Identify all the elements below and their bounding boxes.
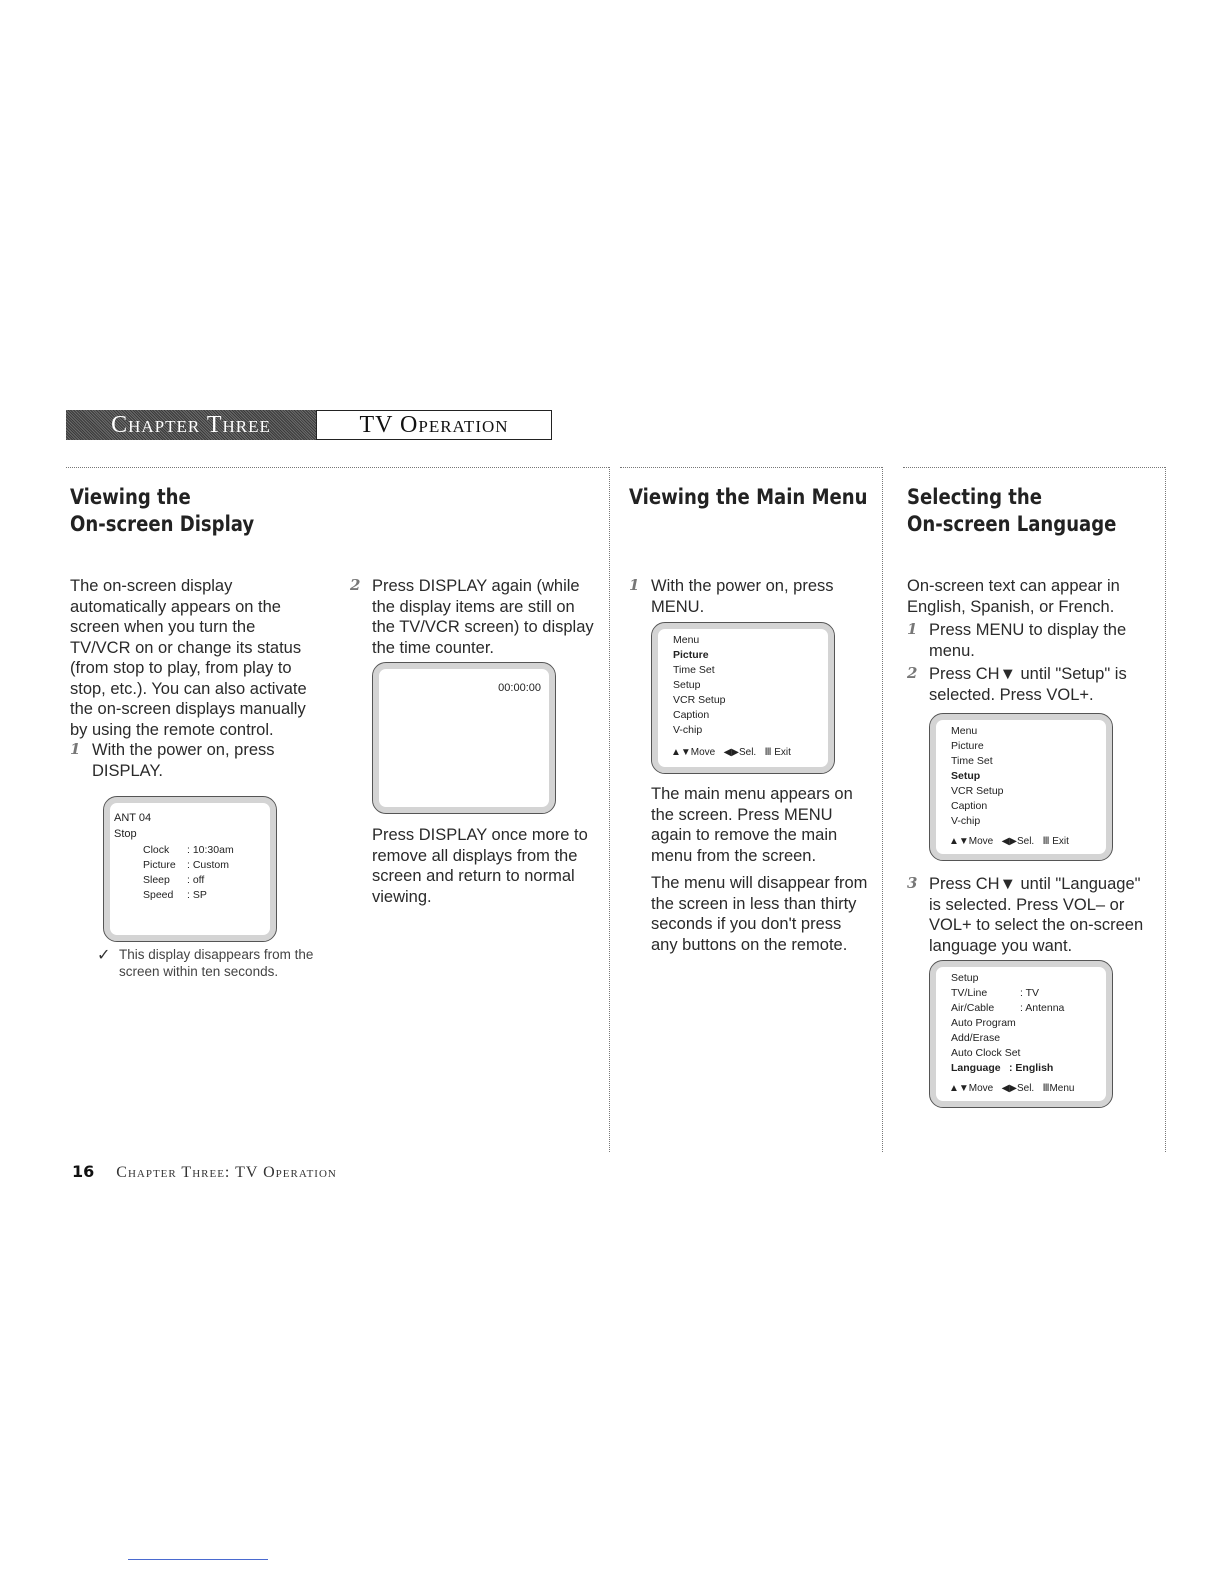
chapter-title: TV Operation [316,410,552,440]
select-hint: ◀▶Sel. [1001,836,1035,847]
text-line: With the power on, press [651,577,834,595]
menu-item-setup: Setup [673,679,701,691]
row-value: : off [187,874,205,886]
text-line: With the power on, press [92,741,275,759]
menu-key-icon: Ⅲ [764,747,772,758]
menu-item-vcr-setup: VCR Setup [673,694,726,706]
text-line: Press MENU to display the [929,621,1127,639]
row-label: Clock [143,844,170,856]
row-label: Air/Cable [951,1002,995,1014]
text-line: the screen. Press MENU [651,805,833,824]
text-line: The on-screen display [70,577,233,595]
menu-item-setup: Setup [951,770,981,782]
column-divider-2 [882,467,883,1152]
step-2 [350,576,600,658]
step-1 [907,620,1157,661]
note-line: This display disappears from the [119,947,314,962]
menu-key-icon: Ⅲ [1042,836,1050,847]
setup-footer [949,1083,1074,1094]
menu-footer [949,836,1069,847]
row-value: : Custom [187,859,230,871]
step-3 [907,874,1159,956]
col4-intro-steps [907,576,1157,705]
menu-key-icon: Ⅲ [1042,1083,1050,1094]
menu-setup-selected-illustration [929,713,1113,861]
row-value: : 10:30am [187,844,234,856]
text-line: VOL+ to select the on-screen [929,916,1144,934]
step-number: 2 [350,576,361,594]
select-hint: ◀▶Sel. [1001,1083,1035,1094]
note-line: screen within ten seconds. [119,964,279,979]
row-value: : TV [1020,987,1040,999]
chapter-label: Chapter Three [66,410,316,440]
link-underline [128,1559,268,1560]
column-divider-1 [609,467,610,1152]
col3-paragraphs [651,784,876,955]
row-label: Auto Clock Set [951,1047,1021,1059]
heading-line: On-screen Language [907,512,1117,536]
heading-line: On-screen Display [70,512,255,536]
note [97,946,339,980]
text-line: Press DISPLAY again (while [372,577,580,595]
text-line: Press CH▼ until "Language" [929,875,1141,893]
text-line: The main menu appears on [651,785,853,803]
menu-hint: Menu [1049,1083,1075,1094]
text-line: the on-screen displays manually [70,700,306,718]
row-value-language: : English [1009,1062,1054,1074]
top-rule-col4 [903,467,1165,468]
text-line: DISPLAY. [92,761,163,780]
row-label: TV/Line [951,987,988,999]
menu-item-caption: Caption [673,709,710,721]
counter-screen-illustration [372,662,556,814]
step-number: 1 [70,740,81,758]
text-line: menu. [929,641,975,660]
text-line: the time counter. [372,638,494,657]
step-number: 1 [907,620,918,638]
col1-intro [70,576,330,781]
row-value: : Antenna [1020,1002,1065,1014]
row-label: Sleep [143,874,170,886]
menu-footer [671,747,791,758]
text-line: viewing. [372,887,432,906]
status-label: Stop [114,828,137,840]
main-menu-screen-illustration [651,622,835,774]
text-line: stop, etc.). You can also activate [70,679,307,698]
text-line: language you want. [929,936,1073,955]
section-heading-onscreen-language [907,484,1151,538]
step-1 [70,740,330,781]
row-label: Auto Program [951,1017,1016,1029]
top-rule-col3 [620,467,882,468]
menu-title: Menu [951,725,978,737]
row-label: Add/Erase [951,1032,1001,1044]
text-line: menu from the screen. [651,846,817,865]
column-divider-3 [1165,467,1166,1152]
text-line: by using the remote control. [70,720,274,739]
move-hint: ▲▼Move [949,1083,994,1094]
chapter-banner [66,410,552,440]
page-number: 16 [72,1162,95,1181]
heading-line: Selecting the [907,485,1043,509]
heading-line: Viewing the Main Menu [629,485,868,509]
menu-item-caption: Caption [951,800,988,812]
checkmark-icon: ✓ [97,947,111,964]
text-line: MENU. [651,597,705,616]
step-number: 3 [907,874,918,892]
step-1 [629,576,879,617]
section-heading-main-menu [629,484,906,511]
step-number: 1 [629,576,640,594]
menu-item-time-set: Time Set [951,755,993,767]
text-line: On-screen text can appear in [907,577,1120,595]
text-line: automatically appears on the [70,597,281,616]
col2-after [372,825,602,907]
menu-title: Menu [673,634,700,646]
row-label: Picture [143,859,176,871]
row-value: : SP [187,889,207,901]
step-2 [907,664,1157,705]
col3-step-1 [629,576,879,617]
col2-step-2 [350,576,600,658]
channel-label: ANT 04 [114,812,152,824]
text-line: Press DISPLAY once more to [372,826,588,844]
text-line: The menu will disappear from [651,874,868,892]
menu-item-v-chip: V-chip [951,815,981,827]
text-line: English, Spanish, or French. [907,597,1115,616]
top-rule-col1 [66,467,609,468]
text-line: seconds if you don't press [651,915,842,933]
section-heading-onscreen-display [70,484,284,538]
menu-item-v-chip: V-chip [673,724,703,736]
text-line: selected. Press VOL+. [929,685,1094,704]
menu-item-vcr-setup: VCR Setup [951,785,1004,797]
menu-item-picture: Picture [673,649,709,661]
move-hint: ▲▼Move [671,747,716,758]
step-number: 2 [907,664,918,682]
footer-chapter-title: Chapter Three: TV Operation [116,1164,337,1181]
time-counter: 00:00:00 [498,682,541,694]
menu-item-time-set: Time Set [673,664,715,676]
text-line: the TV/VCR screen) to display [372,618,594,636]
text-line: remove all displays from the [372,846,578,865]
text-line: screen when you turn the [70,618,256,636]
col4-step-3 [907,874,1159,956]
row-label: Speed [143,889,174,901]
text-line: TV/VCR on or change its status [70,638,302,657]
row-label-language: Language [951,1062,1001,1074]
text-line: the screen in less than thirty [651,894,857,913]
heading-line: Viewing the [70,485,191,509]
text-line: screen and return to normal [372,867,575,885]
text-line: any buttons on the remote. [651,935,848,954]
setup-language-screen-illustration [929,960,1113,1108]
setup-title: Setup [951,972,979,984]
menu-item-picture: Picture [951,740,984,752]
text-line: Press CH▼ until "Setup" is [929,665,1127,683]
move-hint: ▲▼Move [949,836,994,847]
exit-hint: Exit [774,747,791,758]
select-hint: ◀▶Sel. [723,747,757,758]
text-line: the display items are still on [372,597,575,616]
text-line: again to remove the main [651,826,838,844]
display-screen-illustration [103,796,277,942]
exit-hint: Exit [1052,836,1069,847]
text-line: is selected. Press VOL– or [929,895,1125,914]
text-line: (from stop to play, from play to [70,659,292,677]
page-footer [72,1162,337,1182]
